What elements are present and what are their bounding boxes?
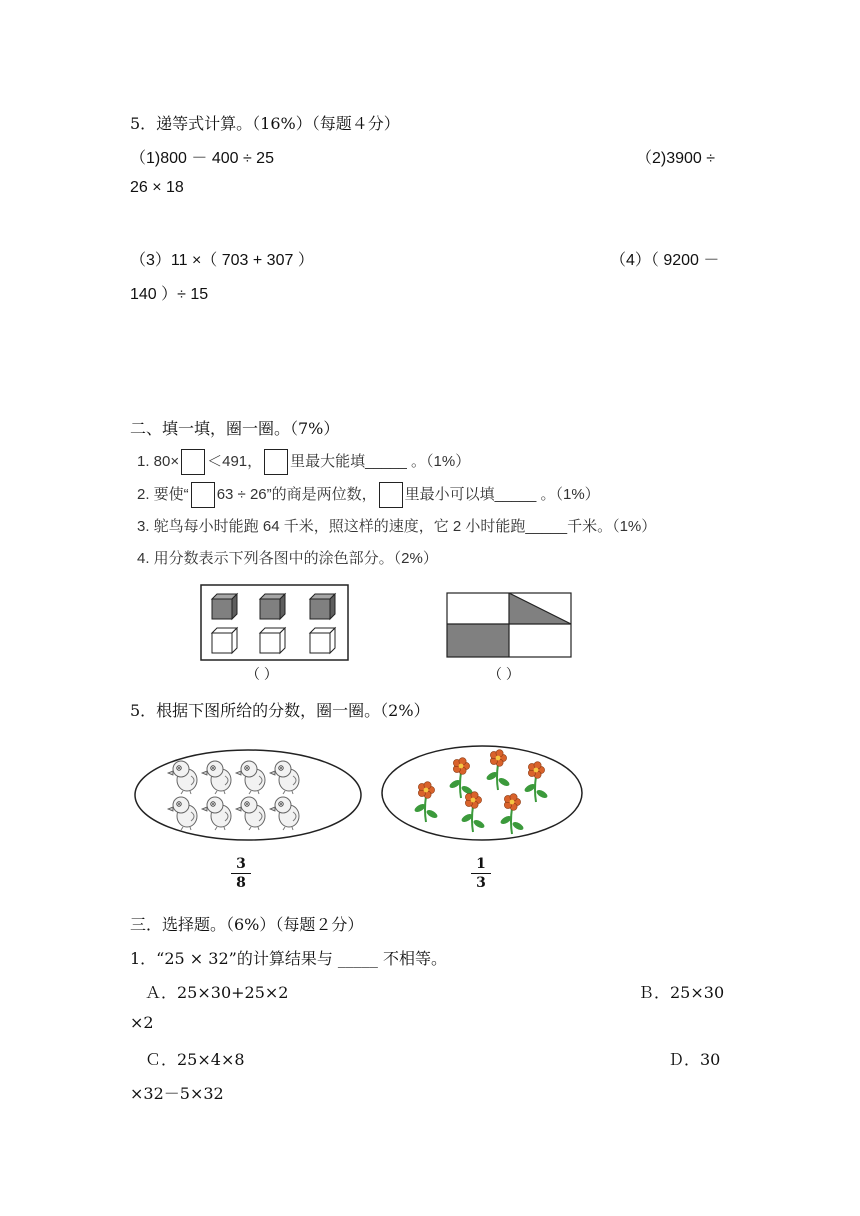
fill-item-3: 3. 鸵鸟每小时能跑 64 千米，照这样的速度，它 2 小时能跑_____千米。（1%）: [137, 518, 657, 535]
calc-q4: （4）（ 9200 －: [610, 252, 720, 269]
section2-title: 二、填一填，圈一圈。（7%）: [130, 419, 340, 438]
answer-paren-2: （ ）: [488, 666, 520, 682]
shaded-rectangle-figure: [446, 592, 573, 659]
fraction-numerator: 3: [236, 856, 246, 872]
answer-paren-1: （ ）: [246, 666, 278, 682]
fill-item-1-post: 里最大能填_____ 。（1%）: [290, 452, 471, 470]
section3-title: 三．选择题。（6%）（每题２分）: [130, 915, 364, 934]
fill-item-4: 4. 用分数表示下列各图中的涂色部分。（2%）: [137, 550, 438, 567]
cube-icon: [260, 628, 285, 653]
answer-box: [264, 449, 288, 475]
fraction-three-eighths: [231, 856, 251, 891]
shaded-square: [447, 624, 509, 657]
choice-b-continued: ×2: [130, 1013, 154, 1032]
fill-item-2-mid: 63 ÷ 26”的商是两位数，: [216, 485, 377, 503]
fraction-denominator: 3: [476, 875, 486, 891]
cubes-figure: [200, 584, 350, 662]
cube-icon: [310, 628, 335, 653]
cube-icon: [212, 628, 237, 653]
section5-title: 5．递等式计算。（16%）（每题４分）: [130, 114, 400, 133]
fraction-one-third: [471, 856, 491, 891]
calc-q3: （3）11 ×（ 703 + 307 ）: [130, 252, 314, 269]
fill-item-1: [137, 449, 470, 475]
fill-item-2: [137, 482, 600, 508]
fill-item-2-pre: 2. 要使“: [137, 485, 189, 503]
calc-q2-continued: 26 × 18: [130, 179, 184, 196]
shaded-cube-icon: [310, 594, 335, 619]
answer-box: [191, 482, 215, 508]
choice-d: Ｄ．30: [668, 1050, 721, 1069]
shaded-cube-icon: [260, 594, 285, 619]
choice-d-continued: ×32－5×32: [130, 1084, 224, 1103]
choice-a: Ａ．25×30+25×2: [145, 983, 289, 1002]
choice-c: Ｃ．25×4×8: [145, 1050, 245, 1069]
calc-q4-continued: 140 ）÷ 15: [130, 286, 209, 303]
chicks-oval: [133, 748, 363, 842]
answer-box: [181, 449, 205, 475]
fraction-numerator: 1: [476, 856, 486, 872]
fill-item-2-post: 里最小可以填_____ 。（1%）: [404, 485, 600, 503]
shaded-cube-icon: [212, 594, 237, 619]
flowers-oval: [380, 744, 584, 842]
calc-q1: （1)800 － 400 ÷ 25: [130, 150, 274, 167]
fill-item-1-mid: ＜491，: [207, 452, 263, 470]
fraction-denominator: 8: [236, 875, 246, 891]
fill-item-5: 5．根据下图所给的分数，圈一圈。（2%）: [130, 701, 430, 720]
calc-q2: （2)3900 ÷: [636, 150, 716, 167]
answer-box: [379, 482, 403, 508]
choice-b: Ｂ．25×30: [638, 983, 725, 1002]
choice-question-1: 1．“25 × 32”的计算结果与 _____ 不相等。: [130, 949, 448, 968]
fill-item-1-pre: 1. 80×: [137, 452, 180, 470]
